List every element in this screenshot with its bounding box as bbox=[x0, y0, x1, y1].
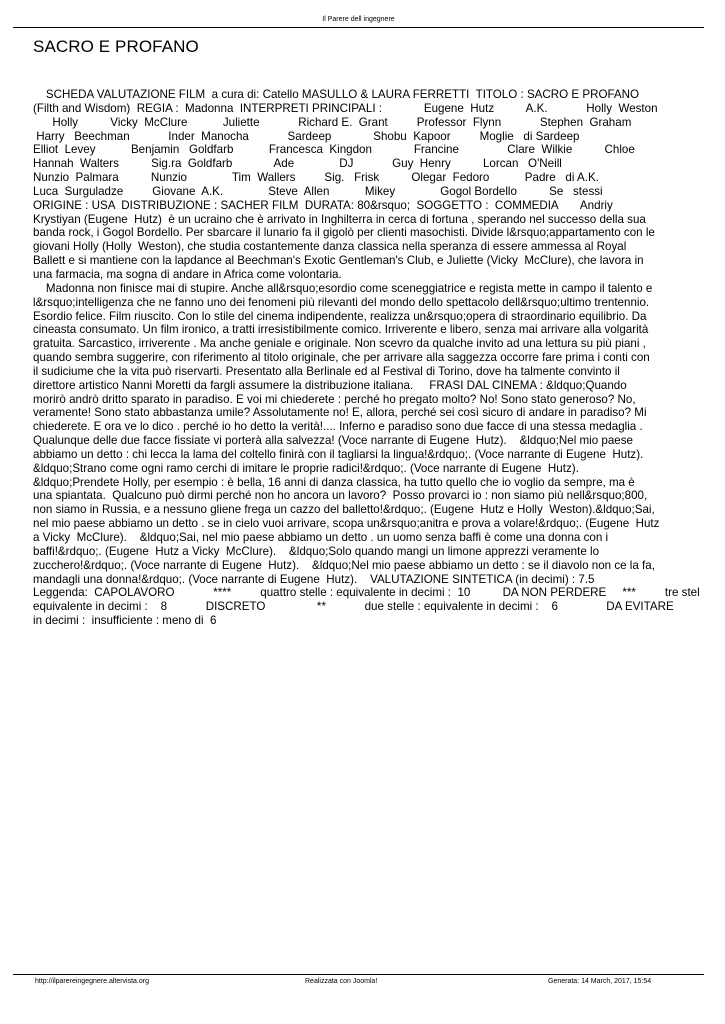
page-footer bbox=[13, 974, 704, 989]
review-paragraph: Madonna non finisce mai di stupire. Anche all&rsquo;esordio come sceneggiatrice e regista mette in campo il talento e l&rsquo;intelligenza che ne fanno uno dei fenomeni più rilevanti del mondo dello spettacolo dell&rsquo;ultimo trentennio. Esordio felice. Film riuscito. Con lo stile del cinema indipendente, realizza un&rsquo;opera di straordinario equilibrio. Da cineasta consumato. Un film ironico, a tratti irresistibilmente comico. Irriverente e libero, senza mai arrivare alla volgarità gratuita. Sarcastico, irriverente . Ma anche geniale e originale. Non scevro da qualche invito ad una lettura su più piani , quando sembra suggerire, con riferimento al titolo originale, che per arrivare alla saggezza occorre fare prima i conti con il sudiciume che la vita può riservarti. Presentato alla Berlinale ed al Festival di Torino, dove ha talmente convinto il direttore artistico Nanni Moretti da fargli assumere la distribuzione italiana. FRASI DAL CINEMA : &ldquo;Quando morirò andrò dritto sparato in paradiso. E voi mi chiederete : perché ho pregato molto? No! Sono stato generoso? No, veramente! Sono stato abbastanza umile? Assolutamente no! E, allora, perché sei così sicuro di andare in paradiso? Mi chiederete. E ora ve lo dico . perché io ho detto la verità!.... Inferno e paradiso sono due facce di una stessa medaglia . Qualunque delle due facce fissiate vi porterà alla salvezza! (Voce narrante di Eugene Hutz). &ldquo;Nel mio paese abbiamo un detto : chi lecca la lama del coltello finirà con il tagliarsi la lingua!&rdquo;. (Voce narrante di Eugene Hutz). &ldquo;Strano come ogni ramo cerchi di imitare le proprie radici!&rdquo;. (Voce narrante di Eugene Hutz). &ldquo;Prendete Holly, per esempio : è bella, 16 anni di danza classica, ha tutto quello che io voglio da sempre, ma è una spiantata. Qualcuno può dirmi perché non ho ancora un lavoro? Posso provarci io : non siamo più nell&rsquo;800, non siamo in Russia, e a nessuno gliene frega un cazzo del balletto!&rdquo;. (Eugene Hutz e Holly Weston).&ldquo;Sai, nel mio paese abbiamo un detto . se in cielo vuoi arrivare, scopa un&rsquo;anitra e prova a volare!&rdquo;. (Eugene Hutz a Vicky McClure). &ldquo;Sai, nel mio paese abbiamo un detto . un uomo senza baffi è come una donna con i baffi!&rdquo;. (Eugene Hutz a Vicky McClure). &ldquo;Solo quando mangi un limone apprezzi veramente lo zucchero!&rdquo;. (Voce narrante di Eugene Hutz). &ldquo;Nel mio paese abbiamo un detto : se il diavolo non ce la fa, mandagli una donna!&rdquo;. (Voce narrante di Eugene Hutz). VALUTAZIONE SINTETICA (in decimi) : 7.5 Leggenda: CAPOLAVORO **** quattro stelle : equivalente in decimi : 10 DA NON PERDERE *** tre stel equivalente in decimi : 8 DISCRETO ** due stelle : equivalente in decimi : 6 DA EVITARE in decimi : insufficiente : meno di 6 bbox=[33, 281, 700, 628]
footer-generated: Generata: 14 March, 2017, 15:54 bbox=[548, 978, 652, 985]
site-name: Il Parere dell ingegnere bbox=[322, 16, 395, 23]
footer-url[interactable]: http://ilparereingegnere.altervista.org bbox=[35, 978, 150, 985]
article-title: SACRO E PROFANO bbox=[33, 37, 199, 56]
film-card-paragraph: SCHEDA VALUTAZIONE FILM a cura di: Catello MASULLO & LAURA FERRETTI TITOLO : SACRO E PROFANO (Filth and Wisdom) REGIA : Madonna INTERPRETI PRINCIPALI : Eugene Hutz A.K. Holly Weston Holly Vicky McClure Juliette Richard E. Grant Professor Flynn Stephen Graham Harry Beechman Inder Manocha Sardeep Shobu Kapoor Moglie di Sardeep Elliot Levey Benjamin Goldfarb Francesca Kingdon Francine Clare Wilkie Chloe Hannah Walters Sig.ra Goldfarb Ade DJ Guy Henry Lorcan O'Neill Nunzio Palmara Nunzio Tim Wallers Sig. Frisk Olegar Fedoro Padre di A.K. Luca Surguladze Giovane A.K. Steve Allen Mikey Gogol Bordello Se stessi ORIGINE : USA DISTRIBUZIONE : SACHER FILM DURATA: 80&rsquo; SOGGETTO : COMMEDIA Andriy Krystiyan (Eugene Hutz) è un ucraino che è arrivato in Inghilterra in cerca di fortuna , sperando nel successo della sua banda rock, i Gogol Bordello. Per sbarcare il lunario fa il gigolò per clienti masochisti. Divide l&rsquo;appartamento con le giovani Holly (Holly Weston), che studia costantemente danza classica nella speranza di essere ammessa al Royal Ballett e si mantiene con la lapdance al Beechman's Exotic Gentleman's Club, e Juliette (Vicky McClure), che lavora in una farmacia, ma sogna di andare in Africa come volontaria. bbox=[33, 88, 658, 281]
site-header bbox=[13, 13, 704, 28]
footer-credit: Realizzata con Joomla! bbox=[305, 978, 378, 985]
article-body bbox=[33, 88, 725, 628]
